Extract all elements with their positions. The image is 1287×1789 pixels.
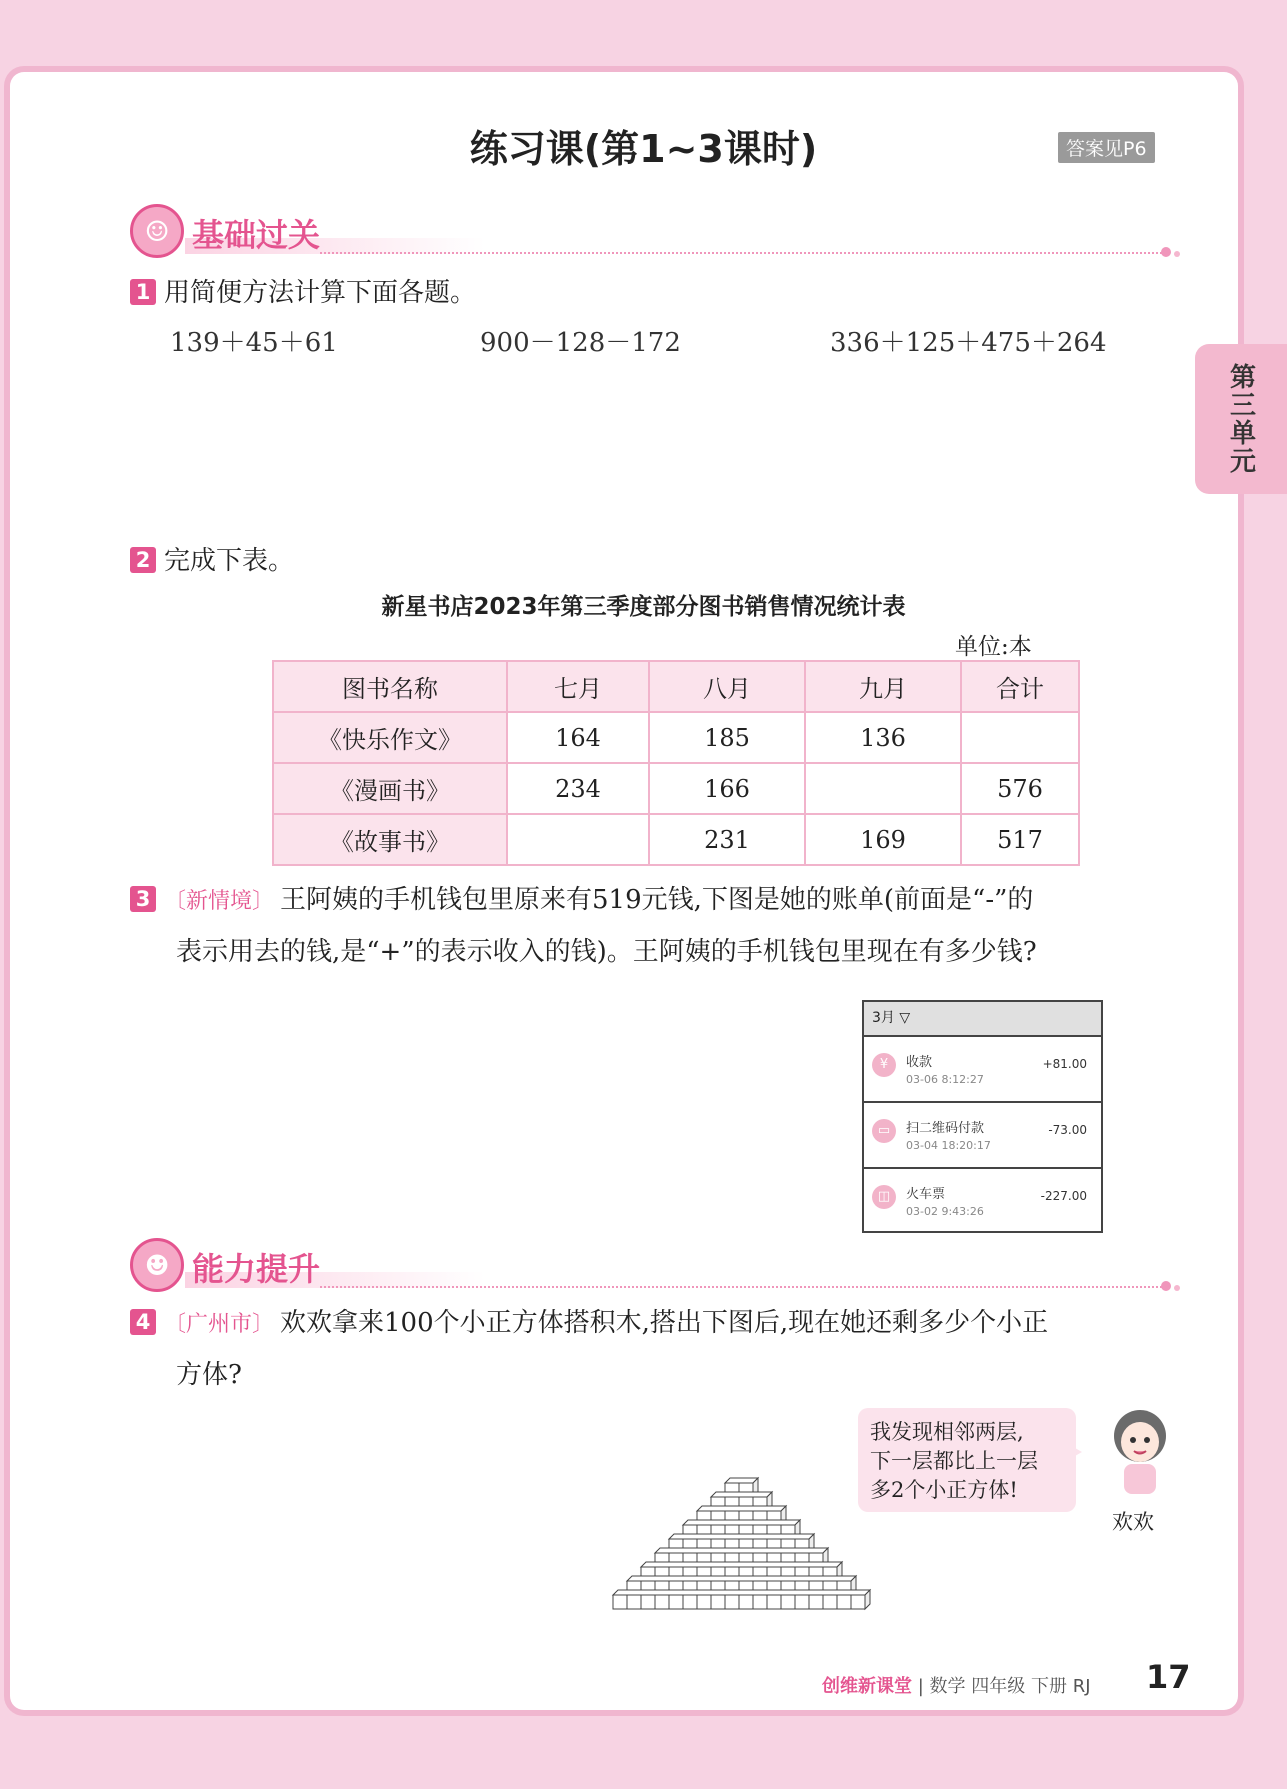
small-cube — [851, 1595, 865, 1609]
table-cell-blank[interactable] — [805, 763, 961, 814]
section-title: 基础过关 — [192, 216, 321, 254]
question-text: 完成下表。 — [164, 546, 295, 576]
small-cube — [795, 1595, 809, 1609]
expression-1: 139＋45＋61 — [170, 328, 338, 358]
bill-item-amount: -73.00 — [1048, 1123, 1087, 1137]
table-cell-blank[interactable] — [961, 712, 1079, 763]
monkey-avatar-icon: ☻ — [130, 1238, 184, 1292]
end-dots-icon — [1160, 1276, 1182, 1296]
cube-top-face — [711, 1492, 772, 1497]
small-cube — [809, 1595, 823, 1609]
question-tag: 〔广州市〕 — [164, 1312, 275, 1337]
train-ticket-icon: ◫ — [872, 1185, 896, 1209]
table-unit: 单位:本 — [955, 634, 1032, 660]
table-cell: 166 — [649, 763, 805, 814]
small-cube — [641, 1595, 655, 1609]
table-cell-book: 《故事书》 — [273, 814, 507, 865]
payment-bill-card — [862, 1000, 1103, 1233]
bill-item-time: 03-06 8:12:27 — [906, 1073, 984, 1086]
table-cell: 576 — [961, 763, 1079, 814]
bill-item-time: 03-02 9:43:26 — [906, 1205, 984, 1218]
section-header-basic — [130, 204, 1170, 258]
cube-top-face — [697, 1506, 786, 1511]
table-cell: 164 — [507, 712, 649, 763]
table-header-cell: 合计 — [961, 661, 1079, 712]
cube-top-face — [669, 1534, 814, 1539]
cube-top-face — [613, 1590, 870, 1595]
table-header-cell: 图书名称 — [273, 661, 507, 712]
small-cube — [837, 1595, 851, 1609]
question-4 — [130, 1298, 1175, 1400]
question-number: 4 — [130, 1309, 156, 1335]
small-cube — [739, 1595, 753, 1609]
small-cube — [627, 1595, 641, 1609]
expression-2: 900－128－172 — [480, 328, 681, 358]
unit-side-tab-label: 第三单元 — [1225, 363, 1256, 475]
question-1 — [130, 272, 476, 309]
table-cell: 185 — [649, 712, 805, 763]
dotted-divider — [320, 252, 1170, 254]
dotted-divider — [320, 1286, 1170, 1288]
question-number: 3 — [130, 886, 156, 912]
bill-item-name: 扫二维码付款 — [906, 1121, 985, 1136]
question-number: 2 — [130, 547, 156, 573]
speech-line: 下一层都比上一层 — [870, 1449, 1038, 1473]
bill-item-time: 03-04 18:20:17 — [906, 1139, 991, 1152]
bill-item-amount: +81.00 — [1042, 1057, 1087, 1071]
question-text: 用简便方法计算下面各题。 — [164, 278, 477, 308]
table-title: 新星书店2023年第三季度部分图书销售情况统计表 — [381, 594, 906, 620]
page-number: 17 — [1146, 1658, 1191, 1696]
table-row — [273, 712, 1079, 763]
small-cube — [753, 1595, 767, 1609]
receive-money-icon: ¥ — [872, 1053, 896, 1077]
small-cube — [725, 1595, 739, 1609]
bill-item[interactable] — [864, 1169, 1101, 1233]
bill-month-selector[interactable]: 3月 ▽ — [864, 1002, 1101, 1037]
table-row — [273, 763, 1079, 814]
table-cell: 136 — [805, 712, 961, 763]
teacher-avatar-icon: ☺ — [130, 204, 184, 258]
cube-top-face — [627, 1576, 856, 1581]
section-title: 能力提升 — [192, 1250, 321, 1288]
question-text-line-1: 欢欢拿来100个小正方体搭积木,搭出下图后,现在她还剩多少个小正 — [280, 1308, 1049, 1338]
bill-item-amount: -227.00 — [1040, 1189, 1087, 1203]
table-cell: 169 — [805, 814, 961, 865]
small-cube — [655, 1595, 669, 1609]
table-header-row — [273, 661, 1079, 712]
table-cell-book: 《漫画书》 — [273, 763, 507, 814]
footer-divider: | — [917, 1676, 930, 1697]
small-cube — [683, 1595, 697, 1609]
bill-item[interactable] — [864, 1103, 1101, 1169]
small-cube — [697, 1595, 711, 1609]
table-cell: 231 — [649, 814, 805, 865]
speech-bubble — [858, 1408, 1076, 1512]
question-2 — [130, 540, 294, 577]
speaker-name: 欢欢 — [1112, 1510, 1154, 1534]
qr-pay-icon: ▭ — [872, 1119, 896, 1143]
table-header-cell: 九月 — [805, 661, 961, 712]
girl-character-icon — [1106, 1406, 1174, 1496]
table-header-cell: 七月 — [507, 661, 649, 712]
page-title: 练习课(第1~3课时) — [469, 127, 818, 171]
small-cube — [767, 1595, 781, 1609]
question-number: 1 — [130, 279, 156, 305]
question-tag: 〔新情境〕 — [164, 889, 275, 914]
table-header-cell: 八月 — [649, 661, 805, 712]
answer-reference-badge: 答案见P6 — [1058, 132, 1155, 163]
question-3 — [130, 875, 1175, 977]
sales-table — [272, 660, 1080, 866]
expression-3: 336＋125＋475＋264 — [830, 328, 1107, 358]
page-footer — [822, 1672, 1091, 1698]
question-text-line-2: 表示用去的钱,是“+”的表示收入的钱)。王阿姨的手机钱包里现在有多少钱? — [176, 937, 1037, 967]
cube-top-face — [655, 1548, 828, 1553]
speech-line: 我发现相邻两层, — [870, 1420, 1024, 1444]
bill-item[interactable] — [864, 1037, 1101, 1103]
question-text-line-1: 王阿姨的手机钱包里原来有519元钱,下图是她的账单(前面是“-”的 — [280, 885, 1034, 915]
end-dots-icon — [1160, 242, 1182, 262]
table-cell-blank[interactable] — [507, 814, 649, 865]
small-cube — [823, 1595, 837, 1609]
footer-info: 数学 四年级 下册 RJ — [929, 1676, 1091, 1697]
table-row — [273, 814, 1079, 865]
table-cell: 234 — [507, 763, 649, 814]
section-header-advanced — [130, 1238, 1170, 1292]
small-cube — [781, 1595, 795, 1609]
footer-brand: 创维新课堂 — [822, 1676, 912, 1697]
cube-top-face — [683, 1520, 800, 1525]
unit-side-tab — [1195, 344, 1287, 494]
small-cube — [669, 1595, 683, 1609]
cube-top-face — [641, 1562, 842, 1567]
speech-line: 多2个小正方体! — [870, 1478, 1018, 1502]
bill-item-name: 火车票 — [906, 1187, 946, 1202]
small-cube — [613, 1595, 627, 1609]
small-cube — [711, 1595, 725, 1609]
table-cell-book: 《快乐作文》 — [273, 712, 507, 763]
table-cell: 517 — [961, 814, 1079, 865]
bill-item-name: 收款 — [906, 1055, 933, 1070]
question-text-line-2: 方体? — [176, 1360, 242, 1390]
